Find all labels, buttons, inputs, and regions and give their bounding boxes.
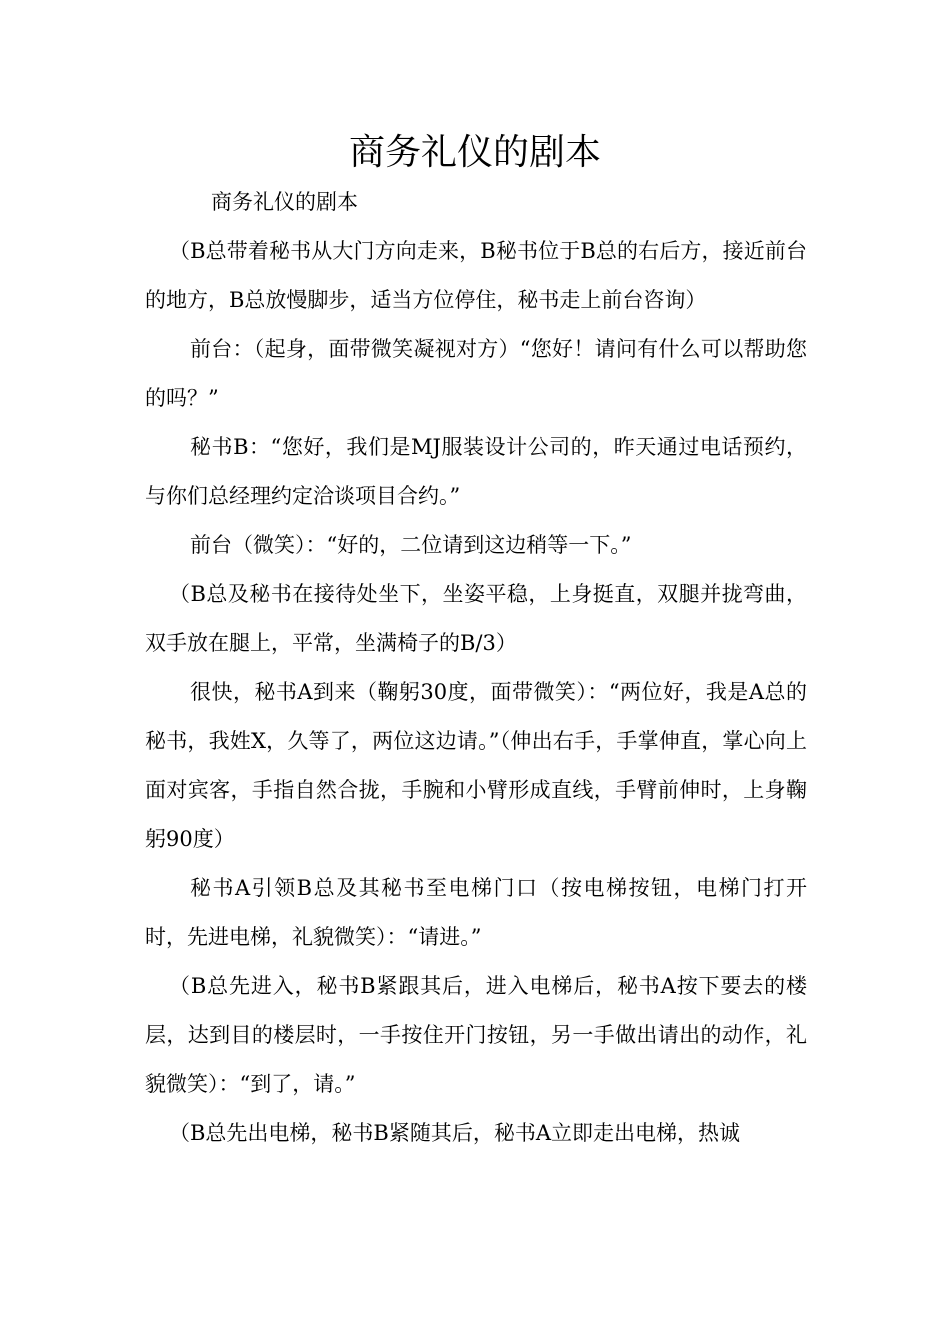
paragraph: （B总带着秘书从大门方向走来，B秘书位于B总的右后方，接近前台的地方，B总放慢脚步，适当方位停住，秘书走上前台咨询） bbox=[145, 239, 807, 312]
document-body bbox=[145, 178, 807, 1158]
document-subtitle: 商务礼仪的剧本 bbox=[211, 190, 358, 214]
paragraph: （B总先出电梯，秘书B紧随其后，秘书A立即走出电梯，热诚 bbox=[169, 1121, 741, 1145]
paragraph: 秘书A引领B总及其秘书至电梯门口（按电梯按钮，电梯门打开时，先进电梯，礼貌微笑）：“请进。” bbox=[145, 876, 807, 949]
paragraph: 很快，秘书A到来（鞠躬30度，面带微笑）：“两位好，我是A总的秘书，我姓X，久等了，两位这边请。”（伸出右手，手掌伸直，掌心向上面对宾客，手指自然合拢，手腕和小臂形成直线，手臂前伸时，上身鞠躬90度） bbox=[145, 680, 807, 851]
paragraph: （B总及秘书在接待处坐下，坐姿平稳，上身挺直，双腿并拢弯曲，双手放在腿上，平常，坐满椅子的B/3） bbox=[145, 582, 807, 655]
paragraph: 秘书B：“您好，我们是MJ服装设计公司的，昨天通过电话预约，与你们总经理约定洽谈项目合约。” bbox=[145, 435, 807, 508]
paragraph: 前台（微笑）：“好的，二位请到这边稍等一下。” bbox=[190, 533, 632, 557]
paragraph: （B总先进入，秘书B紧跟其后，进入电梯后，秘书A按下要去的楼层，达到目的楼层时，一手按住开门按钮，另一手做出请出的动作，礼貌微笑）：“到了，请。” bbox=[145, 974, 807, 1096]
page-title: 商务礼仪的剧本 bbox=[348, 132, 601, 173]
paragraph: 前台：（起身，面带微笑凝视对方）“您好！请问有什么可以帮助您的吗？” bbox=[145, 337, 807, 410]
